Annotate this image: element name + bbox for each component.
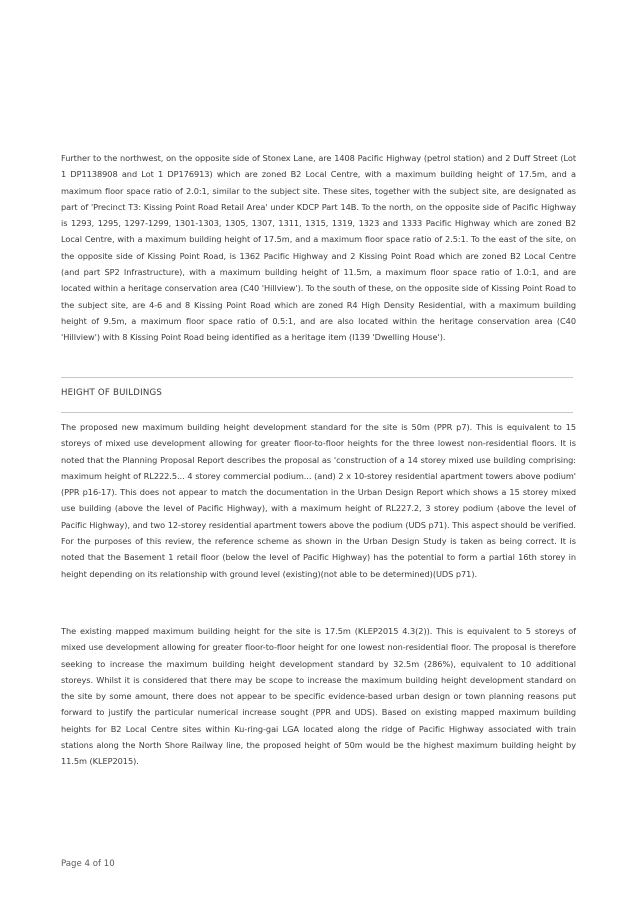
page-number: Page 4 of 10 — [61, 859, 115, 869]
existing-height-paragraph: The existing mapped maximum building height for the site is 17.5m (KLEP2015 4.3(2)). This is equivalent to 5 storeys of mixed use development allowing for greater floor-to-floor height for one lowest non-residential floor. The proposal is therefore seeking to increase the maximum building height development standard by 32.5m (286%), equivalent to 10 additional storeys. Whilst it is considered that there may be scope to increase the maximum building height development standard on the site by some amount, there does not appear to be specific evidence-based urban design or town planning reasons put forward to justify the particular numerical increase sought (PPR and UDS). Based on existing mapped maximum building heights for B2 Local Centre sites within Ku-ring-gai LGA located along the ridge of Pacific Highway associated with train stations along the North Shore Railway line, the proposed height of 50m would be the highest maximum building height by 11.5m (KLEP2015). — [61, 626, 576, 767]
proposed-height-paragraph: The proposed new maximum building height development standard for the site is 50m (PPR p7). This is equivalent to 15 storeys of mixed use development allowing for greater floor-to-floor heights for the three lowest non-residential floors. It is noted that the Planning Proposal Report describes the proposal as 'construction of a 14 storey mixed use building comprising: maximum height of RL222.5... 4 storey commercial podium... (and) 2 x 10-storey residential apartment towers above podium' (PPR p16-17). This does not appear to match the documentation in the Urban Design Report which shows a 15 storey mixed use building (above the level of Pacific Highway), with a maximum height of RL227.2, 3 storey podium (above the level of Pacific Highway), and two 12-storey residential apartment towers above the podium (UDS p71). This aspect should be verified. For the purposes of this review, the reference scheme as shown in the Urban Design Study is taken as being correct. It is noted that the Basement 1 retail floor (below the level of Pacific Highway) has the potential to form a partial 16th storey in height depending on its relationship with ground level (existing)(not able to be determined)(UDS p71). — [61, 422, 576, 579]
intro-paragraph: Further to the northwest, on the opposite side of Stonex Lane, are 1408 Pacific Highway (petrol station) and 2 Duff Street (Lot 1 DP1138908 and Lot 1 DP176913) which are zoned B2 Local Centre, with a maximum building height of 17.5m, and a maximum floor space ratio of 2.0:1, similar to the subject site. These sites, together with the subject site, are designated as part of 'Precinct T3: Kissing Point Road Retail Area' under KDCP Part 14B. To the north, on the opposite side of Pacific Highway is 1293, 1295, 1297-1299, 1301-1303, 1305, 1307, 1311, 1315, 1319, 1323 and 1333 Pacific Highway which are zoned B2 Local Centre, with a maximum building height of 17.5m, and a maximum floor space ratio of 2.5:1. To the east of the site, on the opposite side of Kissing Point Road, is 1362 Pacific Highway and 2 Kissing Point Road which are zoned B2 Local Centre (and part SP2 Infrastructure), with a maximum building height of 11.5m, a maximum floor space ratio of 1.0:1, and are located within a heritage conservation area (C40 'Hillview'). To the south of these, on the opposite side of Kissing Point Road to the subject site, are 4-6 and 8 Kissing Point Road which are zoned R4 High Density Residential, with a maximum building height of 9.5m, a maximum floor space ratio of 0.5:1, and are also located within the heritage conservation area (C40 'Hillview') with 8 Kissing Point Road being identified as a heritage item (I139 'Dwelling House'). — [61, 153, 576, 343]
section-divider-top — [61, 377, 573, 378]
section-divider-bottom — [61, 412, 573, 413]
section-heading: HEIGHT OF BUILDINGS — [61, 388, 162, 398]
